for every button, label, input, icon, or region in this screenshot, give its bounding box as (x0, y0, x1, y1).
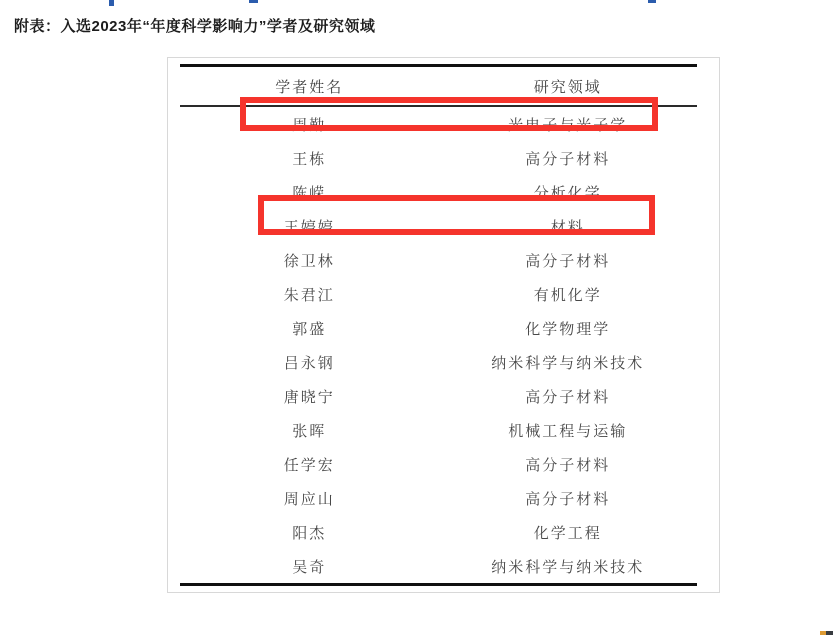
table-row (180, 277, 697, 311)
scholar-name-cell: 王栋 (292, 149, 327, 168)
table-row (180, 243, 697, 277)
page-title: 附表：入选2023年“年度科学影响力”学者及研究领域 (14, 18, 376, 35)
research-field-cell: 化学工程 (533, 523, 602, 542)
research-field-cell: 高分子材料 (525, 489, 611, 508)
research-field-cell: 纳米科学与纳米技术 (491, 557, 645, 576)
column-header-research-field: 研究领域 (439, 66, 698, 107)
research-field-cell: 高分子材料 (525, 251, 611, 270)
research-field-cell: 纳米科学与纳米技术 (491, 353, 645, 372)
research-field-cell: 高分子材料 (525, 149, 611, 168)
table-container (167, 57, 720, 593)
research-field-cell: 有机化学 (533, 285, 602, 304)
table-row (180, 447, 697, 481)
research-field-cell: 分析化学 (533, 183, 602, 202)
scholar-name-cell: 阳杰 (292, 523, 327, 542)
research-field-cell: 化学物理学 (525, 319, 611, 338)
scholar-name-cell: 吕永钢 (283, 353, 335, 372)
red-highlight-box-row-4 (258, 195, 655, 235)
clipped-link-fragment (648, 0, 656, 3)
scholar-name-cell: 张晖 (292, 421, 327, 440)
research-field-cell: 高分子材料 (525, 387, 611, 406)
table-body (180, 106, 697, 585)
scholar-name-cell: 郭盛 (292, 319, 327, 338)
table-row (180, 345, 697, 379)
red-highlight-box-row-1 (240, 97, 658, 131)
table-row (180, 413, 697, 447)
clipped-link-fragment (109, 0, 114, 6)
column-header-scholar-name: 学者姓名 (180, 66, 439, 107)
research-field-cell: 机械工程与运输 (508, 421, 628, 440)
research-field-cell: 材料 (550, 217, 585, 236)
research-field-cell: 高分子材料 (525, 455, 611, 474)
table-row (180, 515, 697, 549)
research-field-cell: 光电子与光子学 (508, 115, 628, 134)
scholar-name-cell: 徐卫林 (283, 251, 335, 270)
scholar-name-cell: 周勤 (292, 115, 327, 134)
table-row (180, 311, 697, 345)
table-row (180, 379, 697, 413)
clipped-link-fragment (249, 0, 258, 3)
table-row (180, 141, 697, 175)
scholar-name-cell: 周应山 (283, 489, 335, 508)
scholar-name-cell: 任学宏 (283, 455, 335, 474)
table-row (180, 549, 697, 585)
scholar-name-cell: 唐晓宁 (283, 387, 335, 406)
scholar-name-cell: 朱君江 (283, 285, 335, 304)
scholar-name-cell: 王婷婷 (283, 217, 335, 236)
scholar-name-cell: 吴奇 (292, 557, 327, 576)
table-row (180, 481, 697, 515)
scholar-name-cell: 陈嵘 (292, 183, 327, 202)
clipped-widget-fragment (826, 631, 833, 635)
scholars-table (180, 64, 697, 586)
